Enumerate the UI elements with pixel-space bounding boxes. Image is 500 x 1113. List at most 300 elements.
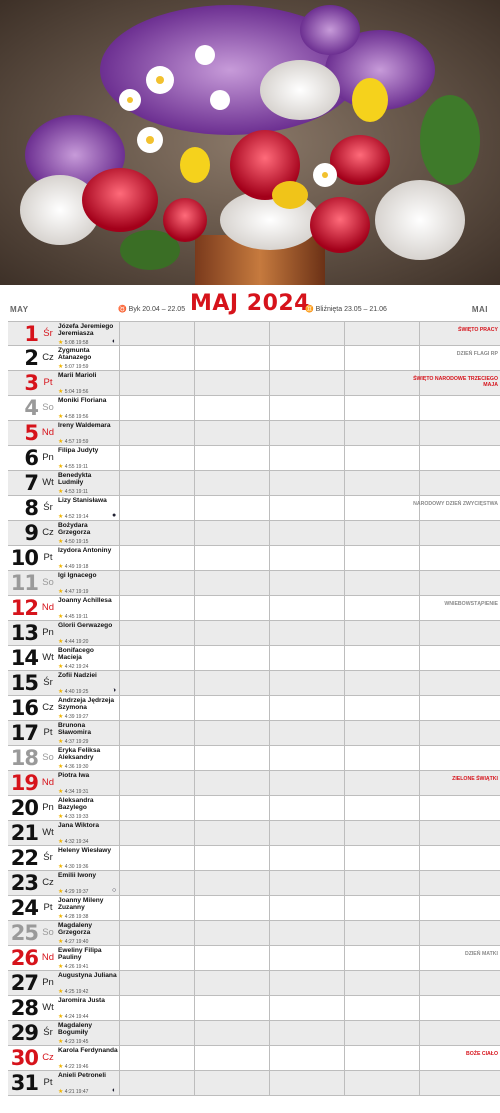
column-divider	[344, 821, 345, 845]
note-cell[interactable]	[420, 771, 500, 795]
note-cell[interactable]	[270, 1046, 344, 1070]
day-row	[8, 346, 500, 371]
column-divider	[194, 721, 195, 745]
note-cell[interactable]	[270, 696, 344, 720]
note-cell[interactable]	[120, 946, 194, 970]
note-cell[interactable]	[270, 896, 344, 920]
day-number: 4	[24, 396, 38, 420]
sunrise-sunset: ★ 4:26 19:41	[58, 964, 89, 970]
note-cell[interactable]	[270, 646, 344, 670]
sunrise-sunset: ★ 4:40 19:25	[58, 689, 89, 695]
column-divider	[194, 322, 195, 346]
note-cell[interactable]	[270, 796, 344, 820]
name-day-names: Eryka Feliksa Aleksandry	[58, 747, 101, 762]
note-cell[interactable]	[270, 471, 344, 495]
note-cell[interactable]	[345, 346, 419, 370]
day-row	[8, 621, 500, 646]
note-cell[interactable]	[120, 871, 194, 895]
note-cell[interactable]	[195, 396, 269, 420]
note-cell[interactable]	[270, 621, 344, 645]
note-cell[interactable]	[120, 846, 194, 870]
column-divider	[419, 796, 420, 820]
name-day-names: Zygmunta Atanazego	[58, 347, 92, 362]
day-of-week: Nd	[41, 427, 55, 438]
note-cell[interactable]	[420, 621, 500, 645]
note-cell[interactable]	[270, 1071, 344, 1095]
note-cell[interactable]	[345, 571, 419, 595]
column-divider	[269, 521, 270, 545]
sun-icon: ★	[58, 1089, 64, 1095]
note-cell[interactable]	[420, 871, 500, 895]
note-cell[interactable]	[120, 521, 194, 545]
day-row	[8, 846, 500, 871]
note-cell[interactable]	[345, 671, 419, 695]
note-cell[interactable]	[195, 346, 269, 370]
sun-icon: ★	[58, 739, 64, 745]
sun-icon: ★	[58, 340, 64, 346]
day-number: 9	[24, 521, 38, 545]
note-cell[interactable]	[420, 696, 500, 720]
day-number: 11	[10, 571, 38, 595]
sunrise-sunset: ★ 4:22 19:46	[58, 1064, 89, 1070]
column-divider	[344, 621, 345, 645]
column-divider	[269, 1071, 270, 1095]
note-cell[interactable]	[420, 721, 500, 745]
note-cell[interactable]	[345, 871, 419, 895]
day-row	[8, 371, 500, 396]
name-day-names: Benedykta Ludmiły	[58, 472, 92, 487]
note-cell[interactable]	[345, 696, 419, 720]
note-cell[interactable]	[420, 746, 500, 770]
note-cell[interactable]	[195, 971, 269, 995]
note-cell[interactable]	[270, 971, 344, 995]
day-number: 26	[10, 946, 38, 970]
note-cell[interactable]	[195, 896, 269, 920]
note-cell[interactable]	[420, 1021, 500, 1045]
column-divider	[419, 446, 420, 470]
day-number: 28	[10, 996, 38, 1020]
sunrise-sunset: ★ 4:45 19:11	[58, 614, 89, 620]
note-cell[interactable]	[270, 446, 344, 470]
note-cell[interactable]	[270, 571, 344, 595]
sun-icon: ★	[58, 764, 64, 770]
note-cell[interactable]	[120, 1021, 194, 1045]
column-divider	[119, 721, 120, 745]
column-divider	[344, 996, 345, 1020]
column-divider	[119, 496, 120, 520]
note-cell[interactable]	[420, 796, 500, 820]
holiday-label: BOŻE CIAŁO	[466, 1051, 498, 1057]
holiday-label: ŚWIĘTO NARODOWE TRZECIEGO MAJA	[413, 376, 498, 389]
note-cell[interactable]	[345, 546, 419, 570]
day-row	[8, 596, 500, 621]
note-cell[interactable]	[420, 996, 500, 1020]
day-row	[8, 546, 500, 571]
note-cell[interactable]	[195, 696, 269, 720]
note-cell[interactable]	[420, 322, 500, 346]
note-cell[interactable]	[420, 646, 500, 670]
day-of-week: Pt	[43, 727, 53, 738]
note-cell[interactable]	[345, 746, 419, 770]
day-of-week: So	[42, 402, 54, 413]
day-row	[8, 996, 500, 1021]
note-cell[interactable]	[345, 1021, 419, 1045]
note-cell[interactable]	[120, 596, 194, 620]
note-cell[interactable]	[420, 971, 500, 995]
note-cell[interactable]	[120, 546, 194, 570]
note-cell[interactable]	[270, 371, 344, 395]
column-divider	[269, 371, 270, 395]
holiday-label: NARODOWY DZIEŃ ZWYCIĘSTWA	[413, 501, 498, 507]
day-of-week: Pt	[43, 1077, 53, 1088]
note-cell[interactable]	[345, 471, 419, 495]
column-divider	[269, 621, 270, 645]
note-cell[interactable]	[120, 1071, 194, 1095]
day-number: 14	[10, 646, 38, 670]
note-cell[interactable]	[120, 721, 194, 745]
note-cell[interactable]	[195, 746, 269, 770]
column-divider	[119, 646, 120, 670]
holiday-label: ŚWIĘTO PRACY	[458, 327, 498, 333]
sun-icon: ★	[58, 939, 64, 945]
note-cell[interactable]	[195, 1021, 269, 1045]
note-cell[interactable]	[195, 871, 269, 895]
day-of-week: Wt	[42, 652, 54, 663]
column-divider	[344, 721, 345, 745]
name-day-names: Izydora Antoniny	[58, 547, 112, 554]
note-cell[interactable]	[420, 521, 500, 545]
note-cell[interactable]	[345, 846, 419, 870]
sunrise-sunset: ★ 4:37 19:29	[58, 739, 89, 745]
note-cell[interactable]	[270, 921, 344, 945]
note-cell[interactable]	[420, 471, 500, 495]
note-cell[interactable]	[270, 596, 344, 620]
name-day-names: Magdaleny Bogumiły	[58, 1022, 93, 1037]
day-of-week: Cz	[42, 702, 54, 713]
note-cell[interactable]	[195, 1046, 269, 1070]
column-divider	[269, 596, 270, 620]
note-cell[interactable]	[345, 971, 419, 995]
sunrise-sunset: ★ 4:27 19:40	[58, 939, 89, 945]
note-cell[interactable]	[120, 921, 194, 945]
note-cell[interactable]	[420, 671, 500, 695]
note-cell[interactable]	[120, 322, 194, 346]
note-cell[interactable]	[195, 821, 269, 845]
column-divider	[194, 521, 195, 545]
holiday-label: DZIEŃ FLAGI RP	[456, 351, 498, 357]
note-cell[interactable]	[195, 721, 269, 745]
column-divider	[269, 746, 270, 770]
column-divider	[344, 921, 345, 945]
note-cell[interactable]	[420, 921, 500, 945]
note-cell[interactable]	[195, 646, 269, 670]
day-row	[8, 496, 500, 521]
note-cell[interactable]	[120, 396, 194, 420]
day-row	[8, 1071, 500, 1096]
note-cell[interactable]	[120, 996, 194, 1020]
note-cell[interactable]	[345, 946, 419, 970]
column-divider	[194, 671, 195, 695]
column-divider	[269, 946, 270, 970]
note-cell[interactable]	[270, 521, 344, 545]
moon-phase-icon: ○	[112, 887, 117, 894]
month-title: MAJ 2024	[190, 291, 310, 316]
note-cell[interactable]	[345, 1046, 419, 1070]
column-divider	[194, 446, 195, 470]
sun-icon: ★	[58, 514, 64, 520]
note-cell[interactable]	[195, 596, 269, 620]
note-cell[interactable]	[120, 646, 194, 670]
column-divider	[194, 396, 195, 420]
note-cell[interactable]	[195, 471, 269, 495]
sun-icon: ★	[58, 714, 64, 720]
column-divider	[269, 421, 270, 445]
note-cell[interactable]	[420, 846, 500, 870]
day-number: 25	[10, 921, 38, 945]
note-cell[interactable]	[195, 621, 269, 645]
note-cell[interactable]	[195, 521, 269, 545]
note-cell[interactable]	[120, 446, 194, 470]
column-divider	[419, 971, 420, 995]
note-cell[interactable]	[345, 1071, 419, 1095]
column-divider	[419, 571, 420, 595]
note-cell[interactable]	[345, 446, 419, 470]
day-number: 30	[10, 1046, 38, 1070]
note-cell[interactable]	[195, 921, 269, 945]
sunrise-sunset: ★ 4:57 19:59	[58, 439, 89, 445]
note-cell[interactable]	[195, 671, 269, 695]
column-divider	[194, 696, 195, 720]
note-cell[interactable]	[345, 896, 419, 920]
note-cell[interactable]	[195, 771, 269, 795]
column-divider	[269, 346, 270, 370]
note-cell[interactable]	[195, 322, 269, 346]
note-cell[interactable]	[120, 471, 194, 495]
note-cell[interactable]	[270, 771, 344, 795]
sun-icon: ★	[58, 564, 64, 570]
sun-icon: ★	[58, 1064, 64, 1070]
note-cell[interactable]	[270, 496, 344, 520]
note-cell[interactable]	[420, 421, 500, 445]
note-cell[interactable]	[420, 1046, 500, 1070]
column-divider	[269, 546, 270, 570]
note-cell[interactable]	[270, 721, 344, 745]
note-cell[interactable]	[345, 322, 419, 346]
day-row	[8, 946, 500, 971]
note-cell[interactable]	[270, 821, 344, 845]
note-cell[interactable]	[345, 521, 419, 545]
note-cell[interactable]	[420, 896, 500, 920]
note-cell[interactable]	[120, 746, 194, 770]
column-divider	[269, 846, 270, 870]
sunrise-sunset: ★ 4:42 19:24	[58, 664, 89, 670]
note-cell[interactable]	[120, 571, 194, 595]
holiday-label: ZIELONE ŚWIĄTKI	[452, 776, 498, 782]
sun-icon: ★	[58, 439, 64, 445]
note-cell[interactable]	[420, 1071, 500, 1095]
name-day-names: Piotra Iwa	[58, 772, 90, 779]
note-cell[interactable]	[345, 496, 419, 520]
note-cell[interactable]	[120, 621, 194, 645]
column-divider	[119, 521, 120, 545]
sunrise-sunset: ★ 4:30 19:36	[58, 864, 89, 870]
name-day-names: Zofii Nadziei	[58, 672, 97, 679]
moon-phase-icon: ●	[112, 512, 117, 519]
day-number: 24	[10, 896, 38, 920]
day-of-week: Śr	[43, 502, 53, 513]
note-cell[interactable]	[120, 346, 194, 370]
sun-icon: ★	[58, 614, 64, 620]
day-number: 6	[24, 446, 38, 470]
day-of-week: Cz	[42, 527, 54, 538]
day-number: 31	[10, 1071, 38, 1095]
note-cell[interactable]	[270, 546, 344, 570]
note-cell[interactable]	[345, 421, 419, 445]
column-divider	[269, 446, 270, 470]
note-cell[interactable]	[270, 1021, 344, 1045]
sunrise-sunset: ★ 4:28 19:38	[58, 914, 89, 920]
day-row	[8, 1021, 500, 1046]
day-of-week: Pn	[42, 802, 54, 813]
flower-bouquet-photo	[0, 0, 500, 285]
name-day-names: Emilii Iwony	[58, 872, 97, 879]
column-divider	[119, 771, 120, 795]
day-row	[8, 746, 500, 771]
note-cell[interactable]	[420, 496, 500, 520]
day-of-week: So	[42, 577, 54, 588]
note-cell[interactable]	[270, 946, 344, 970]
column-divider	[194, 846, 195, 870]
column-divider	[194, 796, 195, 820]
day-of-week: Śr	[43, 1027, 53, 1038]
note-cell[interactable]	[195, 496, 269, 520]
note-cell[interactable]	[420, 346, 500, 370]
day-row	[8, 721, 500, 746]
column-divider	[419, 621, 420, 645]
note-cell[interactable]	[195, 946, 269, 970]
note-cell[interactable]	[120, 371, 194, 395]
sun-icon: ★	[58, 914, 64, 920]
note-cell[interactable]	[420, 571, 500, 595]
note-cell[interactable]	[270, 671, 344, 695]
note-cell[interactable]	[120, 771, 194, 795]
day-of-week: Cz	[42, 352, 54, 363]
note-cell[interactable]	[420, 596, 500, 620]
day-of-week: Wt	[42, 827, 54, 838]
column-divider	[119, 471, 120, 495]
note-cell[interactable]	[195, 1071, 269, 1095]
column-divider	[269, 996, 270, 1020]
note-cell[interactable]	[270, 396, 344, 420]
sunrise-sunset: ★ 4:47 19:19	[58, 589, 89, 595]
note-cell[interactable]	[345, 621, 419, 645]
note-cell[interactable]	[270, 421, 344, 445]
note-cell[interactable]	[195, 796, 269, 820]
column-divider	[344, 946, 345, 970]
note-cell[interactable]	[420, 446, 500, 470]
sunrise-sunset: ★ 4:25 19:42	[58, 989, 89, 995]
note-cell[interactable]	[195, 571, 269, 595]
note-cell[interactable]	[420, 546, 500, 570]
note-cell[interactable]	[270, 322, 344, 346]
note-cell[interactable]	[120, 821, 194, 845]
column-divider	[194, 596, 195, 620]
note-cell[interactable]	[345, 721, 419, 745]
note-cell[interactable]	[345, 921, 419, 945]
note-cell[interactable]	[195, 846, 269, 870]
column-divider	[344, 496, 345, 520]
note-cell[interactable]	[345, 821, 419, 845]
note-cell[interactable]	[195, 996, 269, 1020]
note-cell[interactable]	[345, 596, 419, 620]
note-cell[interactable]	[195, 421, 269, 445]
sunrise-sunset: ★ 5:07 19:59	[58, 364, 89, 370]
day-row	[8, 771, 500, 796]
note-cell[interactable]	[120, 696, 194, 720]
column-divider	[344, 696, 345, 720]
note-cell[interactable]	[120, 971, 194, 995]
note-cell[interactable]	[345, 646, 419, 670]
note-cell[interactable]	[270, 846, 344, 870]
name-day-names: Joanny Mileny Zuzanny	[58, 897, 104, 912]
note-cell[interactable]	[345, 396, 419, 420]
note-cell[interactable]	[270, 871, 344, 895]
column-divider	[119, 1046, 120, 1070]
note-cell[interactable]	[120, 671, 194, 695]
column-divider	[344, 396, 345, 420]
note-cell[interactable]	[195, 546, 269, 570]
note-cell[interactable]	[120, 496, 194, 520]
column-divider	[194, 1021, 195, 1045]
note-cell[interactable]	[270, 996, 344, 1020]
column-divider	[344, 596, 345, 620]
sunrise-sunset: ★ 4:55 19:11	[58, 464, 89, 470]
note-cell[interactable]	[195, 371, 269, 395]
day-of-week: So	[42, 927, 54, 938]
note-cell[interactable]	[195, 446, 269, 470]
column-divider	[194, 1071, 195, 1095]
note-cell[interactable]	[120, 896, 194, 920]
sunrise-sunset: ★ 4:32 19:34	[58, 839, 89, 845]
note-cell[interactable]	[420, 396, 500, 420]
note-cell[interactable]	[270, 346, 344, 370]
name-day-names: Karola Ferdynanda	[58, 1047, 118, 1054]
column-divider	[344, 846, 345, 870]
sunrise-sunset: ★ 4:49 19:18	[58, 564, 89, 570]
note-cell[interactable]	[345, 771, 419, 795]
note-cell[interactable]	[420, 946, 500, 970]
column-divider	[419, 846, 420, 870]
column-divider	[119, 996, 120, 1020]
sunrise-sunset: ★ 4:52 19:14	[58, 514, 89, 520]
note-cell[interactable]	[270, 746, 344, 770]
column-divider	[344, 646, 345, 670]
sun-icon: ★	[58, 689, 64, 695]
note-cell[interactable]	[345, 796, 419, 820]
note-cell[interactable]	[120, 1046, 194, 1070]
note-cell[interactable]	[345, 996, 419, 1020]
sun-icon: ★	[58, 464, 64, 470]
moon-phase-icon: ◐	[112, 338, 117, 345]
column-divider	[344, 446, 345, 470]
column-divider	[344, 346, 345, 370]
day-number: 18	[10, 746, 38, 770]
note-cell[interactable]	[420, 821, 500, 845]
column-divider	[194, 496, 195, 520]
holiday-label: WNIEBOWSTĄPIENIE	[444, 601, 498, 607]
note-cell[interactable]	[120, 796, 194, 820]
note-cell[interactable]	[120, 421, 194, 445]
